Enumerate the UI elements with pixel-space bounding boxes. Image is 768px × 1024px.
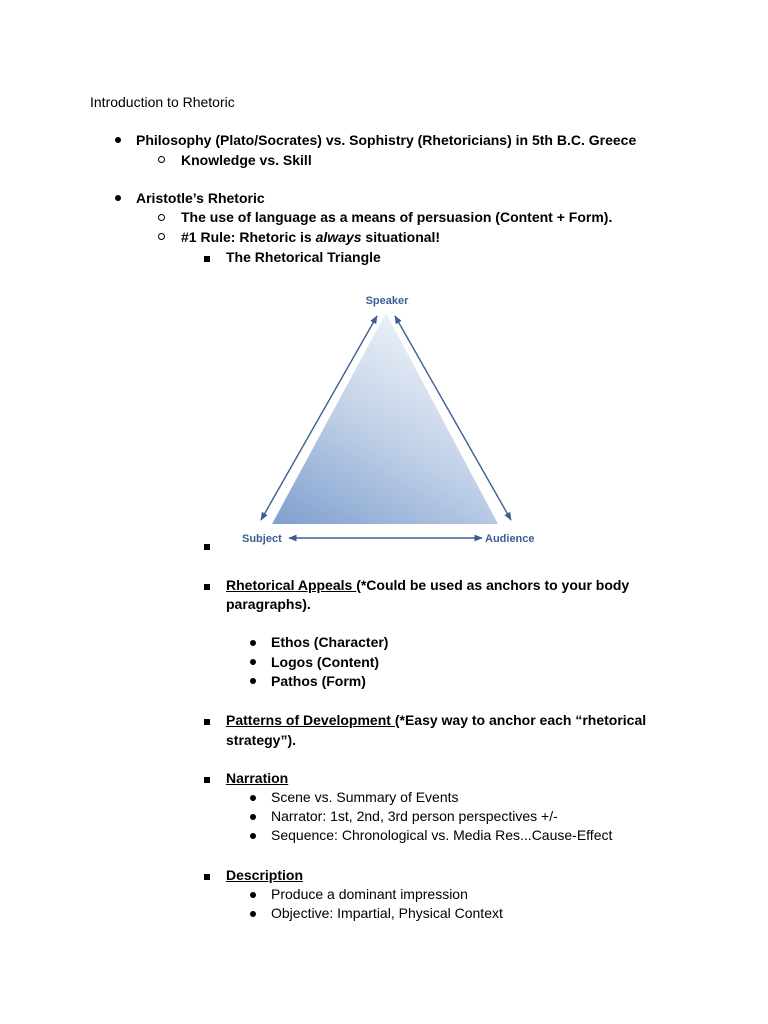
appeal-logos: Logos (Content) — [271, 654, 380, 670]
patterns-note-line2: strategy”). — [226, 732, 297, 748]
bullet-dot — [250, 795, 256, 801]
label-speaker: Speaker — [365, 295, 409, 307]
list-item-knowledge: Knowledge vs. Skill — [181, 152, 312, 168]
appeal-ethos: Ethos (Character) — [271, 634, 389, 650]
narration-item: Sequence: Chronological vs. Media Res...Cause-Effect — [271, 827, 613, 843]
description-item: Objective: Impartial, Physical Context — [271, 905, 503, 921]
list-item-aristotle: Aristotle’s Rhetoric — [136, 190, 265, 206]
appeals-note-line2: paragraphs). — [226, 596, 311, 612]
label-audience: Audience — [485, 533, 535, 545]
description-item: Produce a dominant impression — [271, 886, 468, 902]
bullet-square — [204, 544, 210, 550]
appeals-heading: Rhetorical Appeals (*Could be used as anchors to your body — [226, 577, 630, 593]
list-item-philosophy: Philosophy (Plato/Socrates) vs. Sophistry (Rhetoricians) in 5th B.C. Greece — [136, 132, 637, 148]
bullet-dot — [250, 911, 256, 917]
bullet-square — [204, 874, 210, 880]
bullet-dot — [250, 659, 256, 665]
description-heading: Description — [226, 867, 304, 883]
narration-item: Narrator: 1st, 2nd, 3rd person perspectives +/- — [271, 808, 558, 824]
patterns-heading: Patterns of Development (*Easy way to anchor each “rhetorical — [226, 712, 647, 728]
document-title: Introduction to Rhetoric — [90, 94, 235, 110]
bullet-dot — [250, 814, 256, 820]
bullet-square — [204, 777, 210, 783]
bullet-square — [204, 719, 210, 725]
list-item-language: The use of language as a means of persuasion (Content + Form). — [181, 209, 613, 225]
triangle-heading: The Rhetorical Triangle — [226, 249, 381, 265]
emphasis-always: always — [315, 229, 362, 245]
bullet-dot — [250, 833, 256, 839]
appeal-pathos: Pathos (Form) — [271, 673, 366, 689]
bullet-square — [204, 584, 210, 590]
list-item-rule: #1 Rule: Rhetoric is always situational! — [181, 229, 441, 245]
bullet-dot — [250, 892, 256, 898]
narration-item: Scene vs. Summary of Events — [271, 789, 459, 805]
label-subject: Subject — [242, 533, 282, 545]
narration-heading: Narration — [226, 770, 289, 786]
bullet-dot — [250, 678, 256, 684]
bullet-dot — [250, 640, 256, 646]
triangle-shape — [272, 313, 498, 524]
